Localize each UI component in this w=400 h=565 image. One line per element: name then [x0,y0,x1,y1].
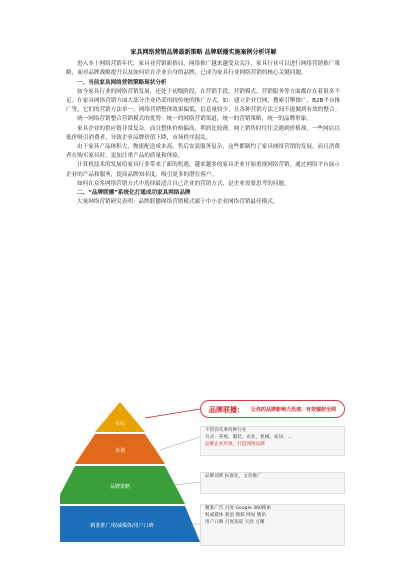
paragraph: 统一网络营销整合营销模式的优势：统一的网络营销渠道，统一的营销策略，统一的品牌形象。 [77,116,312,123]
panel-row: 品牌词典 标准化，文章推广 [205,474,262,479]
pyramid-label-top: 目标 [114,421,126,427]
panel-row: 用户口碑 百度知道 天涯 豆瓣 [205,520,265,525]
paragraph: 如何在众多网络营销方式中选择最适合自己企业的营销方式，是企业需要思考的问题。 [77,180,290,187]
section-heading: 二、“品牌联播”系统化打通成功家具网络品牌 [77,190,191,197]
article-body [66,48,341,207]
pyramid-label-4: 精准推广/权威媒体/用户口碑 [90,523,154,529]
paragraph: 大量网络营销研究表明：品牌联播网络营销模式属于中小企业网络营销最佳模式， [77,199,279,206]
strategy-panel [200,472,345,494]
panel-row: 精准广告 百度 Google 360搜索 [205,506,272,511]
panel-row: 权威媒体 新浪 搜狐 网易 腾讯 [205,513,266,518]
pyramid-label-3: 品牌策略 [109,484,131,490]
panel-row: 品牌企业形象，打造网络品牌 [205,442,265,447]
pyramid-label-2: 企划 [114,448,126,454]
paragraph: 家具企业的供应链非常复杂，而且整体价格偏高，利润比较薄，网上销售时往往会遇到价格战，一些网店以低价吸引消费者，导致企业品牌价值下降，市场秩序混乱。 [66,125,340,141]
panel-row: 方式：养殖、服装、农业、机械、家居、... [205,435,293,440]
paragraph: 由于家具产品体积大，物流配送成本高，售后安装服务复杂，这些都制约了家具网络营销的发展，而且消费者在购买家具时，更加注重产品的质量和体验。 [66,144,340,160]
banner-subtitle: 让你的品牌影响力迅速、有效辐射全网 [251,407,337,413]
banner-title: 品牌联播： [209,406,244,414]
pyramid-layer-top [95,402,145,432]
industry-panel [200,426,345,456]
paragraphs [66,60,341,207]
article-title: 家具网络营销品牌最新策略 品牌联播实施案例分析详解 [130,49,277,56]
brand-banner [200,400,345,418]
paragraph: 如今家具行业的网络营销发展，还处于初级阶段，在营销手段、营销模式、营销服务等方面都存在着很多不足。在家具网络营销方面大部分企业仍采用较传统的推广方式，如：建立企业官网、搜索引擎推广、B2B平台推广等，它们的营销方法单一，网络营销整体效果偏低，信息量较少，且各种营销方法之间不能做到有效的整合。 [66,88,341,114]
paragraph: 进入本十网络营销年代，家具业营销新格局，网络推广越来越受众关注，家具行业可以进行网络营销推广策略，面对品牌战略提升以及如何培育企业自身的品牌，已成为家具行业网络营销的核心关键问题。 [66,61,340,77]
panel-row: 不管你从事何种行业 [205,428,247,433]
paragraph: 计算机技术的发展给家具行业带来了新的机遇，越来越多的家具企业开始重视网络营销，通过网络平台展示企业的产品和服务，提高品牌知名度，吸引更多的潜在客户。 [66,162,340,178]
brand-pyramid-figure [60,392,345,554]
channels-panel [200,504,345,546]
section-heading: 一、当前家具网络营销策略现状分析 [77,79,167,86]
